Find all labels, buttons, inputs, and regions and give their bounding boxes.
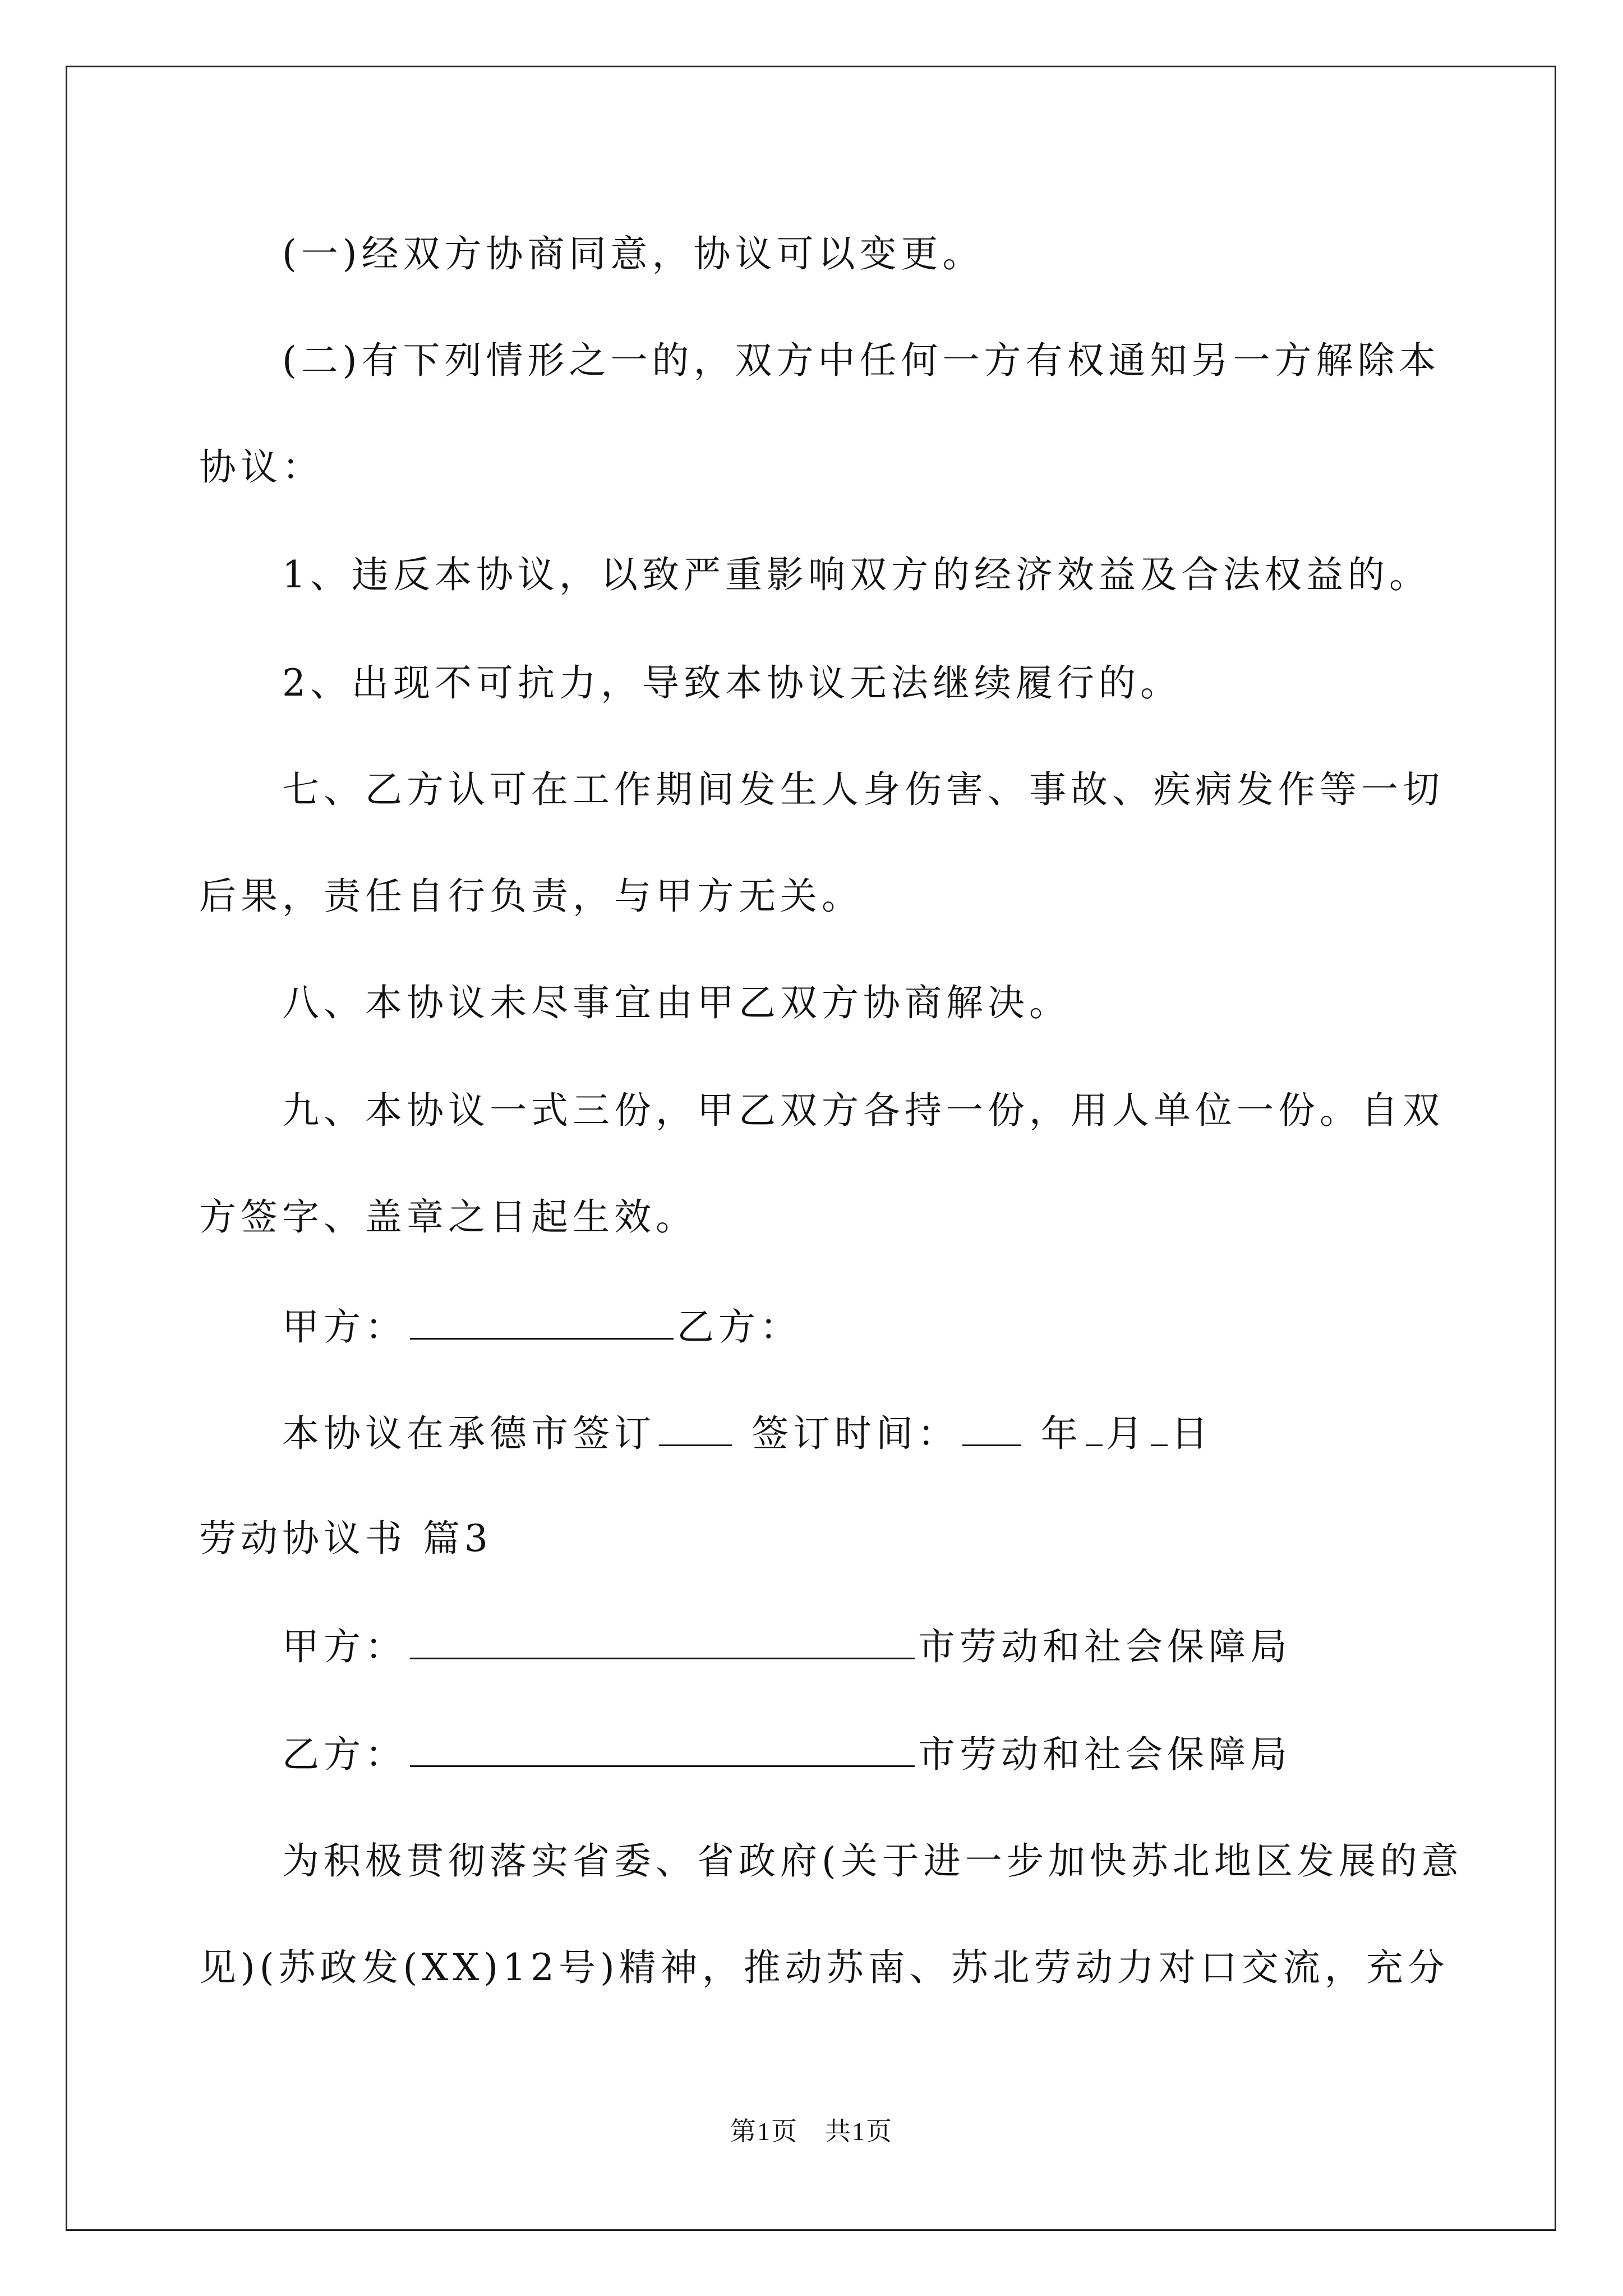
paragraph-termination-line2: 协议： <box>199 445 324 489</box>
party-a-blank <box>410 1618 915 1659</box>
signing-day-blank <box>1151 1405 1168 1446</box>
paragraph-article-8: 八、本协议未尽事宜由甲乙双方协商解决。 <box>282 981 1071 1024</box>
signing-year-blank <box>962 1405 1021 1446</box>
paragraph-article-9-line1: 九、本协议一式三份，甲乙双方各持一份，用人单位一份。自双 <box>282 1089 1444 1132</box>
party-a-signature-label: 甲方： <box>282 1305 407 1349</box>
paragraph-change-agreement: (一)经双方协商同意，协议可以变更。 <box>282 232 984 275</box>
party-b-label: 乙方： <box>282 1733 407 1776</box>
paragraph-clause-1: 1、违反本协议，以致严重影响双方的经济效益及合法权益的。 <box>282 553 1431 596</box>
party-b-line <box>282 1726 1292 1780</box>
page-border <box>66 66 1556 2231</box>
paragraph-article-7-line2: 后果，责任自行负责，与甲方无关。 <box>199 875 863 918</box>
party-a-suffix: 市劳动和社会保障局 <box>918 1625 1292 1668</box>
party-a-line <box>282 1618 1292 1672</box>
signature-line <box>282 1299 801 1352</box>
signing-month-blank <box>1086 1405 1103 1446</box>
page-footer: 第1页 共1页 <box>730 2117 893 2146</box>
intro-line2: 见)(苏政发(XX)12号)精神，推动苏南、苏北劳动力对口交流，充分 <box>199 1946 1449 1989</box>
intro-line1: 为积极贯彻落实省委、省政府(关于进一步加快苏北地区发展的意 <box>282 1839 1463 1883</box>
signing-month-label: 月 <box>1105 1412 1147 1455</box>
signing-time-label: 签订时间： <box>751 1412 959 1455</box>
signing-year-label: 年 <box>1040 1412 1082 1455</box>
party-a-label: 甲方： <box>282 1625 407 1668</box>
signing-place-blank <box>659 1405 732 1446</box>
signing-day-label: 日 <box>1170 1412 1212 1455</box>
paragraph-article-9-line2: 方签字、盖章之日起生效。 <box>199 1195 697 1239</box>
party-b-signature-label: 乙方： <box>677 1305 801 1349</box>
party-a-signature-blank <box>410 1299 674 1340</box>
paragraph-article-7-line1: 七、乙方认可在工作期间发生人身伤害、事故、疾病发作等一切 <box>282 768 1444 811</box>
signing-place-text: 本协议在承德市签订 <box>282 1412 656 1455</box>
paragraph-termination-line1: (二)有下列情形之一的，双方中任何一方有权通知另一方解除本 <box>282 339 1441 382</box>
party-b-suffix: 市劳动和社会保障局 <box>918 1733 1292 1776</box>
signing-info-line <box>282 1405 1212 1459</box>
section-heading: 劳动协议书 篇3 <box>199 1517 492 1560</box>
party-b-blank <box>410 1726 915 1767</box>
paragraph-clause-2: 2、出现不可抗力，导致本协议无法继续履行的。 <box>282 661 1182 705</box>
